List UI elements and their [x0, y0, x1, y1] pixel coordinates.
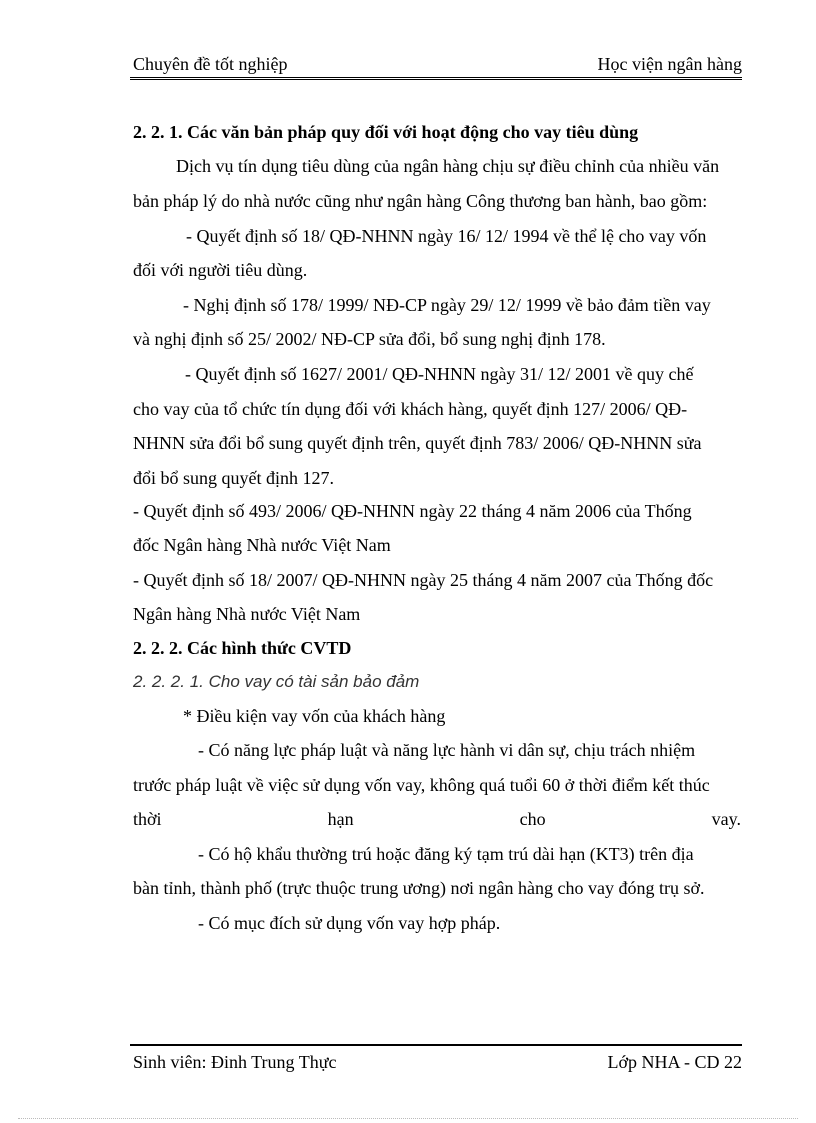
list-item-cont: cho vay của tổ chức tín dụng đối với khách hàng, quyết định 127/ 2006/ QĐ- — [133, 399, 688, 419]
list-item: - Quyết định số 18/ QĐ-NHNN ngày 16/ 12/ 1994 về thể lệ cho vay vốn — [186, 226, 707, 246]
subsection-title: 2. 2. 2. 1. Cho vay có tài sản bảo đảm — [133, 672, 420, 691]
word: hạn — [327, 809, 354, 829]
condition-line: bàn tỉnh, thành phố (trực thuộc trung ương) nơi ngân hàng cho vay đóng trụ sở. — [133, 878, 705, 898]
page-footer — [133, 1051, 742, 1073]
page-header — [133, 53, 742, 75]
list-item: - Nghị định số 178/ 1999/ NĐ-CP ngày 29/ 12/ 1999 về bảo đảm tiền vay — [183, 295, 711, 315]
word: cho — [519, 809, 546, 829]
condition-line: trước pháp luật về việc sử dụng vốn vay, không quá tuổi 60 ở thời điểm kết thúc — [133, 775, 710, 795]
word: vay. — [711, 809, 741, 829]
list-item-cont: đốc Ngân hàng Nhà nước Việt Nam — [133, 535, 391, 555]
list-item-cont: đổi bổ sung quyết định 127. — [133, 468, 334, 488]
page-edge — [18, 1118, 798, 1119]
condition-line: - Có hộ khẩu thường trú hoặc đăng ký tạm trú dài hạn (KT3) trên địa — [198, 844, 694, 864]
word: thời — [133, 809, 162, 829]
header-left: Chuyên đề tốt nghiệp — [133, 54, 288, 74]
section-title: 2. 2. 2. Các hình thức CVTD — [133, 638, 352, 658]
footer-left: Sinh viên: Đinh Trung Thực — [133, 1052, 337, 1072]
condition-line: - Có mục đích sử dụng vốn vay hợp pháp. — [198, 913, 501, 933]
list-item: - Quyết định số 493/ 2006/ QĐ-NHNN ngày 22 tháng 4 năm 2006 của Thống — [133, 501, 692, 521]
list-item: - Quyết định số 18/ 2007/ QĐ-NHNN ngày 25 tháng 4 năm 2007 của Thống đốc — [133, 570, 714, 590]
header-rule — [130, 77, 742, 80]
intro-line-2: bản pháp lý do nhà nước cũng như ngân hàng Công thương ban hành, bao gồm: — [133, 191, 708, 211]
condition-justified-line — [133, 807, 741, 831]
conditions-heading: * Điều kiện vay vốn của khách hàng — [183, 706, 446, 726]
footer-right: Lớp NHA - CD 22 — [607, 1052, 742, 1072]
intro-line-1: Dịch vụ tín dụng tiêu dùng của ngân hàng chịu sự điều chỉnh của nhiều văn — [176, 156, 720, 176]
list-item-cont: NHNN sửa đổi bổ sung quyết định trên, quyết định 783/ 2006/ QĐ-NHNN sửa — [133, 433, 702, 453]
list-item: - Quyết định số 1627/ 2001/ QĐ-NHNN ngày 31/ 12/ 2001 về quy chế — [185, 364, 694, 384]
footer-rule — [130, 1044, 742, 1046]
condition-line: - Có năng lực pháp luật và năng lực hành vi dân sự, chịu trách nhiệm — [198, 740, 696, 760]
list-item-cont: Ngân hàng Nhà nước Việt Nam — [133, 604, 361, 624]
header-right: Học viện ngân hàng — [597, 54, 742, 74]
section-title: 2. 2. 1. Các văn bản pháp quy đối với hoạt động cho vay tiêu dùng — [133, 122, 639, 142]
list-item-cont: đối với người tiêu dùng. — [133, 260, 308, 280]
list-item-cont: và nghị định số 25/ 2002/ NĐ-CP sửa đổi, bổ sung nghị định 178. — [133, 329, 606, 349]
